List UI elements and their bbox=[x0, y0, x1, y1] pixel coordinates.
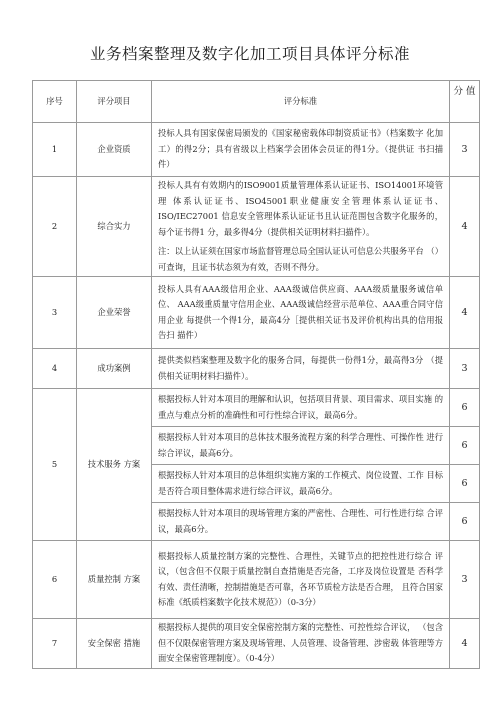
row-sub-criteria: 根据投标人针对本项目的总体组织实施方案的工作模式、岗位设置、工作 目标是否符合项目整体需求进行综合评议，最高6分。 bbox=[152, 465, 450, 503]
header-criteria: 评分标准 bbox=[152, 81, 450, 123]
row-sub-score: 6 bbox=[450, 389, 480, 427]
row-criteria-cell bbox=[152, 177, 450, 277]
row-item: 技术服务 方案 bbox=[77, 389, 152, 541]
row-item: 企业荣誉 bbox=[77, 277, 152, 349]
row-item: 安全保密 措施 bbox=[77, 619, 152, 669]
header-score: 分 值 bbox=[450, 81, 480, 123]
row-criteria: 投标人具有有效期内的ISO9001质量管理体系认证证书、ISO14001环境管理 体系认证证书、ISO45001职业健康安全管理体系认证证书、ISO/IEC27001 信息安全管理体系认证证书且认证范围包含数字化服务的，每个证书得1 分，最多得4分（提供相关证明材料扫描件）。 bbox=[158, 180, 443, 237]
scoring-table bbox=[32, 80, 480, 669]
row-index: 5 bbox=[33, 389, 77, 541]
row-criteria: 根据投标人质量控制方案的完整性、合理性，关键节点的把控性进行综合 评议，（包含但不仅限于质量控制自查措施是否完备，工序及岗位设置是 否科学有效、责任清晰，控制措施是否可靠，各环节质检方法是否合理， 且符合国家标准《纸质档案数字化技术规范》）（0-3分） bbox=[152, 541, 450, 619]
table-header-row bbox=[33, 81, 480, 123]
row-score: 3 bbox=[450, 541, 480, 619]
table-row bbox=[33, 123, 480, 177]
row-score: 4 bbox=[450, 277, 480, 349]
row-criteria: 根据投标人提供的项目安全保密控制方案的完整性、可控性综合评议， （包含但不仅限保密管理方案及现场管理、人员管理、设备管理、涉密载 体管理等方面安全保密管理制度）。（0-4分） bbox=[152, 619, 450, 669]
row-note: 注：以上认证须在国家市场监督管理总局全国认证认可信息公共服务平台 （）可查询，且证书状态须为有效，否则不得分。 bbox=[158, 246, 443, 272]
table-row bbox=[33, 389, 480, 427]
table-row bbox=[33, 541, 480, 619]
row-score: 4 bbox=[450, 619, 480, 669]
header-index: 序号 bbox=[33, 81, 77, 123]
row-sub-criteria: 根据投标人针对本项目的总体技术服务流程方案的科学合理性、可操作性 进行综合评议，最高6分。 bbox=[152, 427, 450, 465]
row-criteria: 投标人具有国家保密局颁发的《国家秘密载体印制资质证书》（档案数字 化加工）的得2分；具有省级以上档案学会团体会员证的得1分。（提供证 书扫描件） bbox=[152, 123, 450, 177]
row-score: 4 bbox=[450, 177, 480, 277]
row-index: 7 bbox=[33, 619, 77, 669]
row-criteria: 提供类似档案整理及数字化的服务合同，每提供一份得1分，最高得3分 （提供相关证明材料扫描件）。 bbox=[152, 349, 450, 389]
row-sub-criteria: 根据投标人针对本项目的现场管理方案的严密性、合理性、可行性进行综 合评议，最高6分。 bbox=[152, 503, 450, 541]
row-index: 2 bbox=[33, 177, 77, 277]
header-item: 评分项目 bbox=[77, 81, 152, 123]
row-item: 综合实力 bbox=[77, 177, 152, 277]
table-row bbox=[33, 277, 480, 349]
row-item: 质量控制 方案 bbox=[77, 541, 152, 619]
row-index: 4 bbox=[33, 349, 77, 389]
table-row bbox=[33, 349, 480, 389]
row-index: 3 bbox=[33, 277, 77, 349]
row-sub-score: 6 bbox=[450, 465, 480, 503]
row-score: 3 bbox=[450, 349, 480, 389]
row-index: 6 bbox=[33, 541, 77, 619]
row-item: 成功案例 bbox=[77, 349, 152, 389]
row-sub-score: 6 bbox=[450, 427, 480, 465]
row-item: 企业资质 bbox=[77, 123, 152, 177]
row-criteria: 投标人具有AAA级信用企业、AAA级诚信供应商、AAA级质量服务诚信单位、 AAA级重质量守信用企业、AAA级诚信经营示范单位、AAA重合同守信用企业 每提供一个得1分，最高4分［提供相关证书及评价机构出具的信用报告扫 描件） bbox=[152, 277, 450, 349]
table-row bbox=[33, 619, 480, 669]
row-sub-criteria: 根据投标人针对本项目的理解和认识，包括项目背景、项目需求、项目实施 的重点与难点分析的准确性和可行性综合评议，最高6分。 bbox=[152, 389, 450, 427]
table-row bbox=[33, 177, 480, 277]
row-index: 1 bbox=[33, 123, 77, 177]
row-sub-score: 6 bbox=[450, 503, 480, 541]
page-title: 业务档案整理及数字化加工项目具体评分标准 bbox=[89, 45, 410, 63]
row-score: 3 bbox=[450, 123, 480, 177]
